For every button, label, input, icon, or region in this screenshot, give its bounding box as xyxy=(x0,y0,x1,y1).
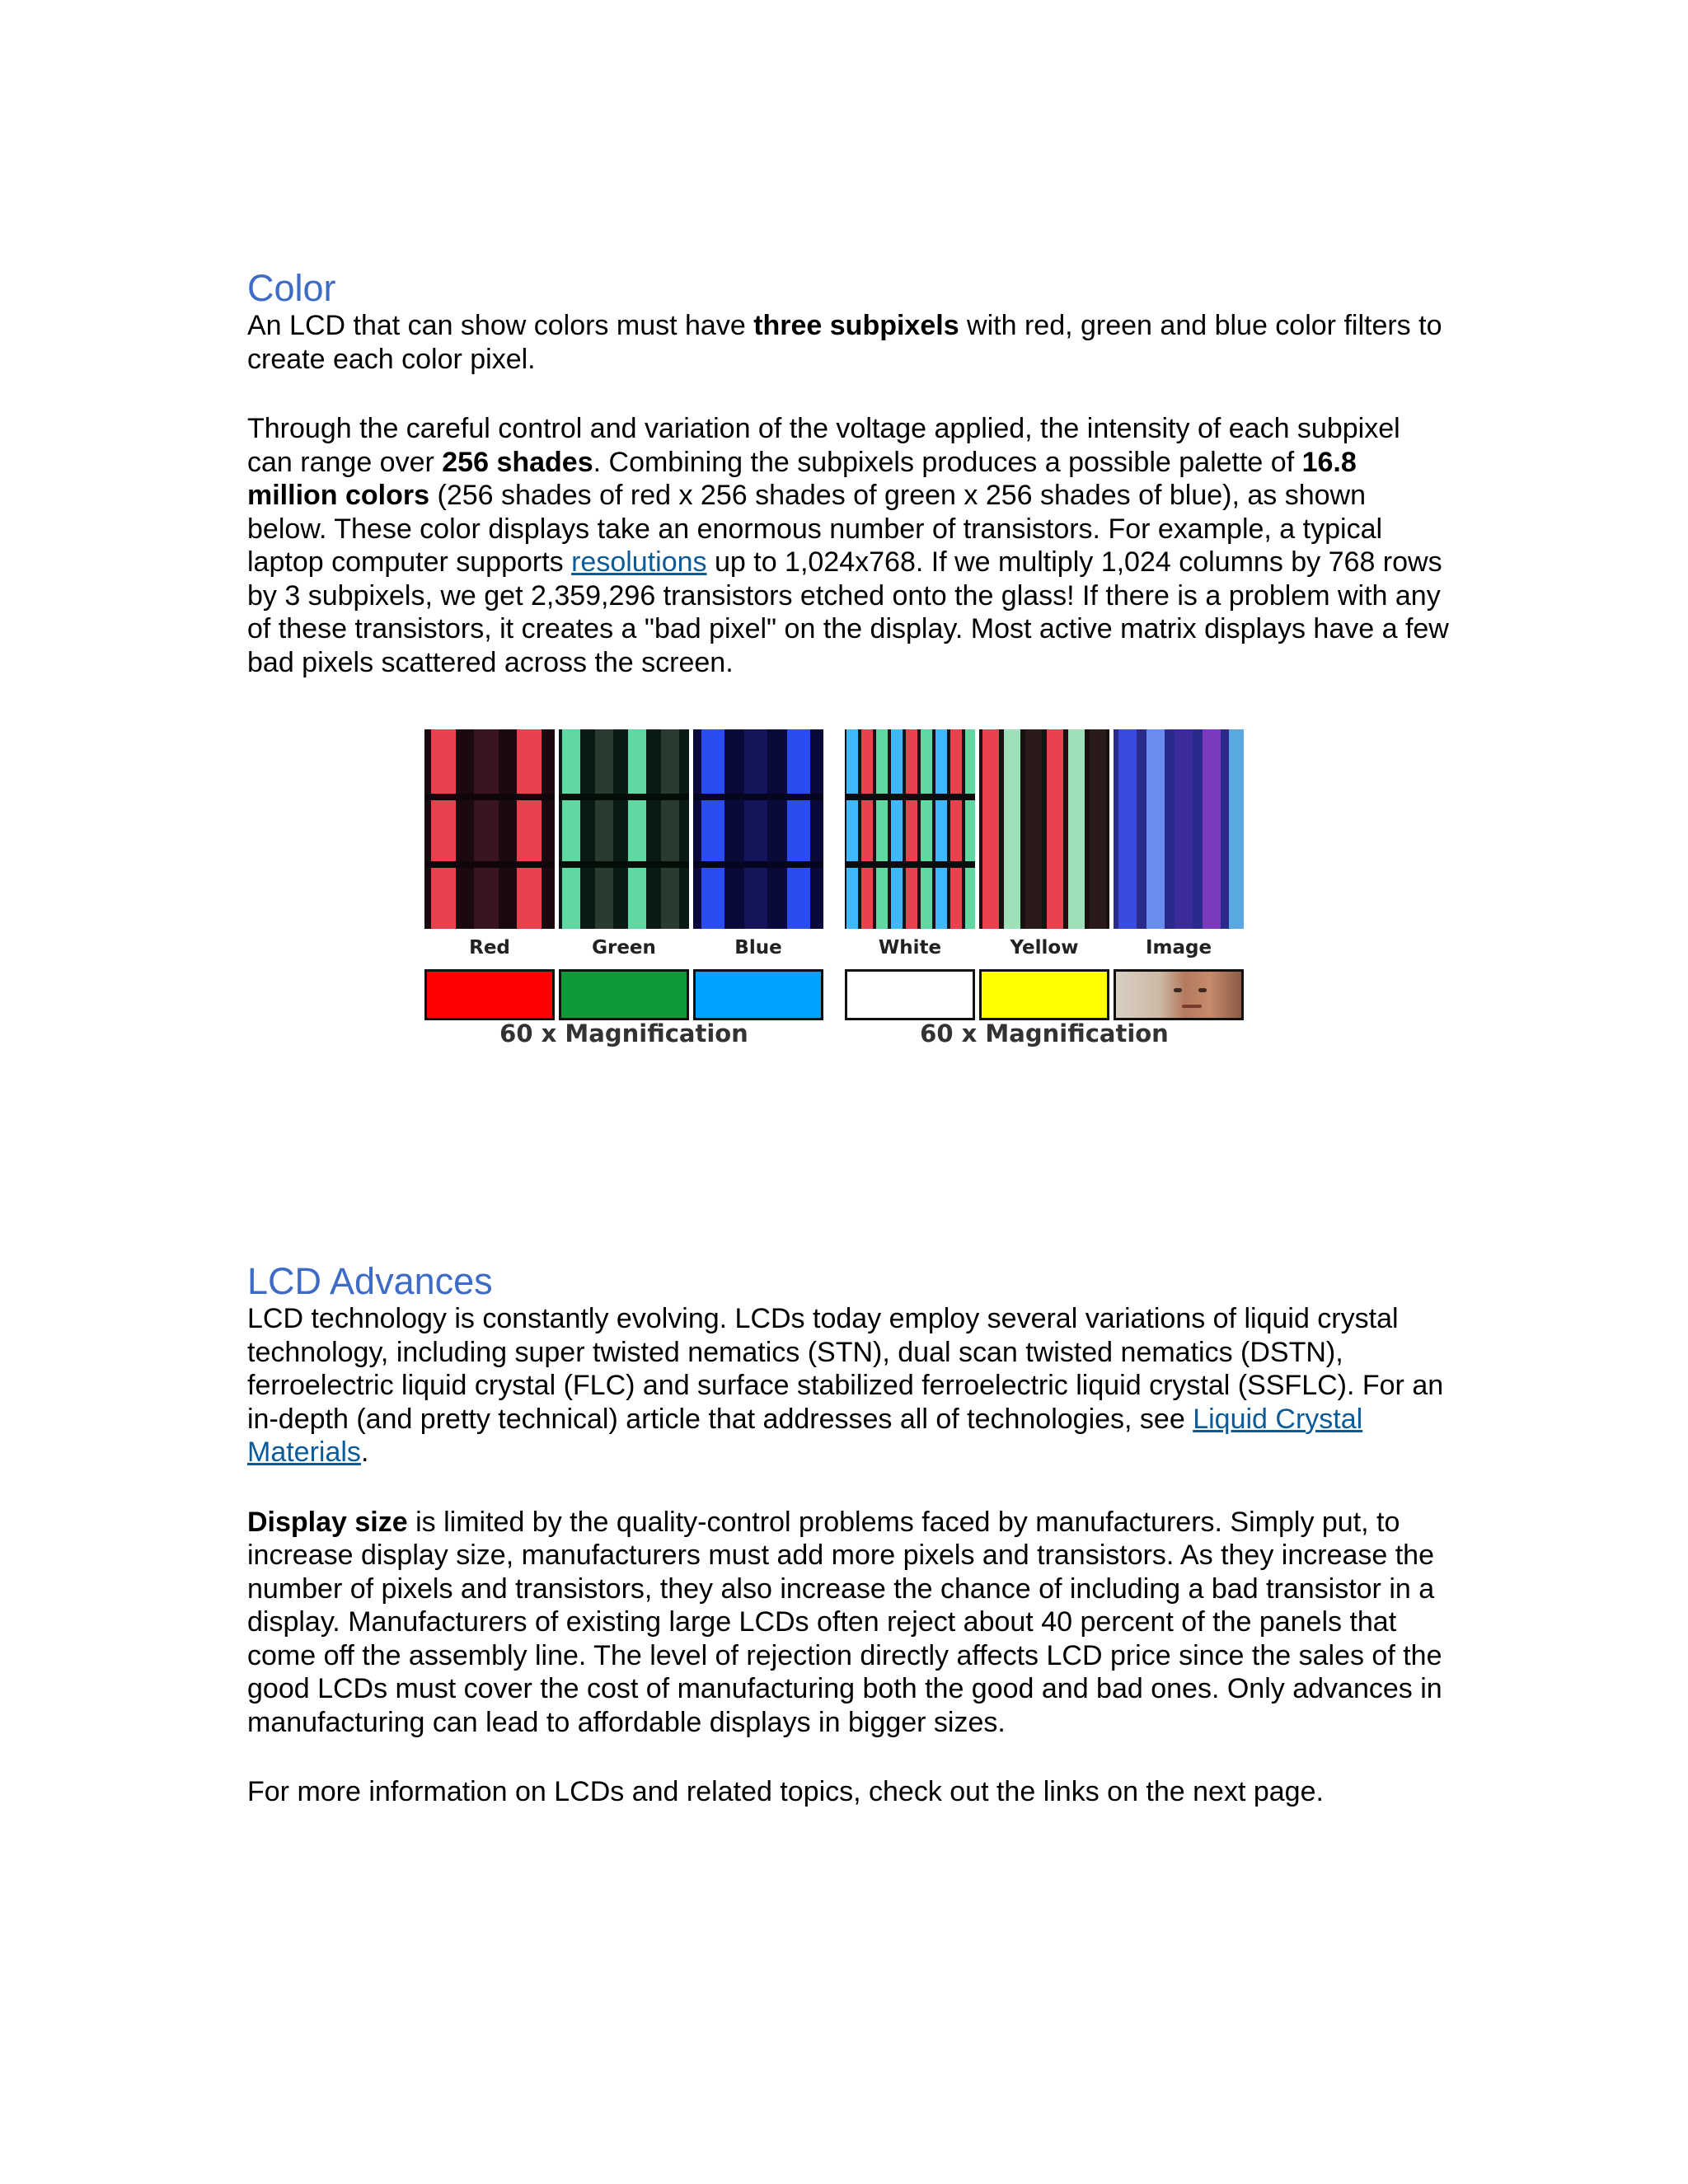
subpixel-magnification-figure xyxy=(424,729,1265,1051)
liquid-crystal-materials-link[interactable]: Liquid Crystal Materials xyxy=(247,1403,1363,1468)
red-micrograph xyxy=(424,729,555,929)
lcd-advances-heading: LCD Advances xyxy=(247,1260,493,1302)
bold-display-size: Display size xyxy=(247,1506,408,1538)
label-green: Green xyxy=(592,937,656,958)
bold-16-8-million-colors: 16.8 million colors xyxy=(247,446,1357,511)
green-micrograph xyxy=(559,729,689,929)
swatch-image-photo xyxy=(1114,969,1244,1020)
magnification-caption-right: 60 x Magnification xyxy=(920,1019,1169,1047)
face-photo xyxy=(1116,972,1241,1018)
blue-micrograph xyxy=(693,729,823,929)
text-span: with red, green and blue color filters to create each color pixel. xyxy=(247,310,1442,375)
text-span: is limited by the quality-control problems faced by manufacturers. Simply put, to increase display size, manufacturers must add more pixels and transistors. As they increase the number of pixels and transistors, they also increase the chance of including a bad transistor in a display. Manufacturers of existing large LCDs often reject about 40 percent of the panels that come off the assembly line. The level of rejection directly affects LCD price since the sales of the good LCDs must cover the cost of manufacturing both the good and bad ones. Only advances in manufacturing can lead to affordable displays in bigger sizes. xyxy=(247,1506,1442,1738)
swatch-yellow xyxy=(979,969,1109,1020)
white-micrograph xyxy=(845,729,975,929)
advances-paragraph-3: For more information on LCDs and related topics, check out the links on the next page. xyxy=(247,1776,1324,1807)
yellow-micrograph xyxy=(979,729,1109,929)
text-span: . xyxy=(360,1436,369,1468)
label-image: Image xyxy=(1145,937,1212,958)
label-white: White xyxy=(878,937,942,958)
swatch-green xyxy=(559,969,689,1020)
swatch-red xyxy=(424,969,555,1020)
label-red: Red xyxy=(469,937,510,958)
label-blue: Blue xyxy=(734,937,782,958)
text-span: . Combining the subpixels produces a possible palette of xyxy=(593,446,1302,478)
swatch-white xyxy=(845,969,975,1020)
advances-paragraph-1 xyxy=(247,1302,1451,1469)
advances-paragraph-2 xyxy=(247,1506,1451,1740)
color-paragraph-1 xyxy=(247,309,1451,376)
bold-three-subpixels: three subpixels xyxy=(753,310,959,341)
bold-256-shades: 256 shades xyxy=(442,446,593,478)
label-yellow: Yellow xyxy=(1010,937,1079,958)
text-span: up to 1,024x768. If we multiply 1,024 columns by 768 rows by 3 subpixels, we get 2,359,296 transistors etched onto the glass! If there is a problem with any of these transistors, it creates a "bad pixel" on the display. Most active matrix displays have a few bad pixels scattered across the screen. xyxy=(247,546,1449,678)
resolutions-link[interactable]: resolutions xyxy=(571,546,707,578)
magnification-caption-left: 60 x Magnification xyxy=(499,1019,748,1047)
color-paragraph-2 xyxy=(247,412,1451,679)
text-span: An LCD that can show colors must have xyxy=(247,310,754,341)
text-span: LCD technology is constantly evolving. LCDs today employ several variations of liquid crystal technology, including super twisted nematics (STN), dual scan twisted nematics (DSTN), ferroelectric liquid crystal (FLC) and surface stabilized ferroelectric liquid crystal (SSFLC). For an in-depth (and pretty technical) article that addresses all of technologies, see xyxy=(247,1303,1444,1435)
swatch-blue xyxy=(693,969,823,1020)
color-heading: Color xyxy=(247,267,336,309)
document-body xyxy=(247,268,1451,1845)
image-micrograph xyxy=(1114,729,1244,929)
text-span: Through the careful control and variation of the voltage applied, the intensity of each subpixel can range over xyxy=(247,413,1400,478)
text-span: (256 shades of red x 256 shades of green x 256 shades of blue), as shown below. These color displays take an enormous number of transistors. For example, a typical laptop computer supports xyxy=(247,480,1383,578)
